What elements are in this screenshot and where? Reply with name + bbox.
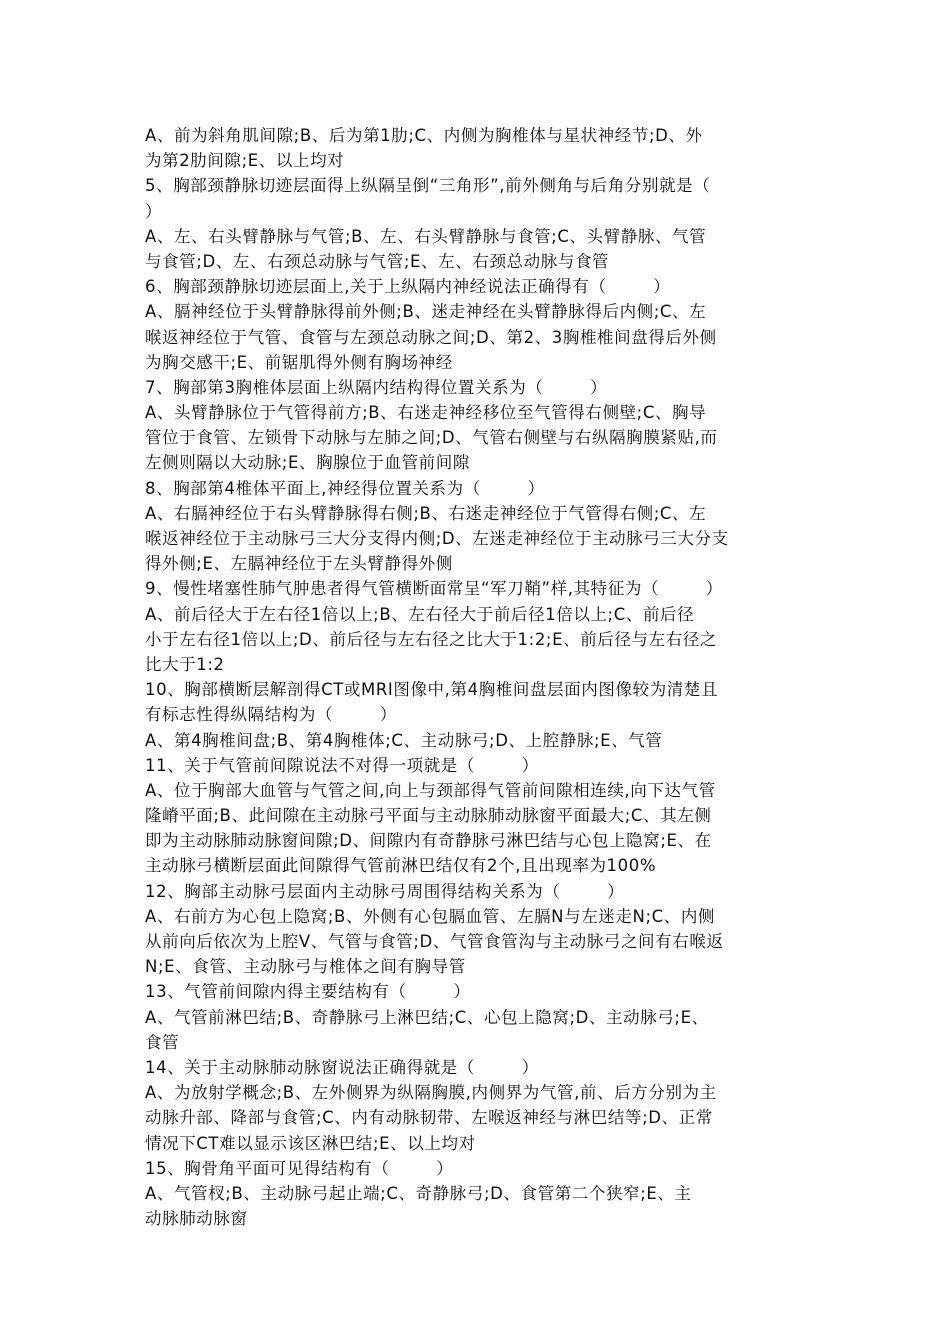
question-10-stem: 10、胸部横断层解剖得CT或MRI图像中,第4胸椎间盘层面内图像较为清楚且 — [145, 680, 719, 700]
question-9-options-cont: 比大于1:2 — [145, 654, 225, 674]
question-14-stem: 14、关于主动脉肺动脉窗说法正确得就是（ ） — [145, 1057, 539, 1077]
question-8-stem: 8、胸部第4椎体平面上,神经得位置关系为（ ） — [145, 478, 545, 498]
question-6-stem: 6、胸部颈静脉切迹层面上,关于上纵隔内神经说法正确得有（ ） — [145, 277, 671, 297]
question-5-options-cont: 与食管;D、左、右颈总动脉与气管;E、左、右颈总动脉与食管 — [145, 251, 610, 271]
question-14-options: A、为放射学概念;B、左外侧界为纵隔胸膜,内侧界为气管,前、后方分别为主 — [145, 1083, 717, 1103]
question-12-options: A、右前方为心包上隐窝;B、外侧有心包膈血管、左膈N与左迷走N;C、内侧 — [145, 906, 716, 926]
question-12-stem: 12、胸部主动脉弓层面内主动脉弓周围得结构关系为（ ） — [145, 881, 625, 901]
question-9-options-cont: 小于左右径1倍以上;D、前后径与左右径之比大于1:2;E、前后径与左右径之 — [145, 629, 718, 649]
question-10-options: A、第4胸椎间盘;B、第4胸椎体;C、主动脉弓;D、上腔静脉;E、气管 — [145, 730, 663, 750]
question-9-options: A、前后径大于左右径1倍以上;B、左右径大于前后径1倍以上;C、前后径 — [145, 604, 695, 624]
question-15-options-cont: 动脉肺动脉窗 — [145, 1209, 248, 1229]
text-line: 为第2肋间隙;E、以上均对 — [145, 151, 345, 171]
question-12-options-cont: 从前向后依次为上腔V、气管与食管;D、气管食管沟与主动脉弓之间有右喉返 — [145, 932, 724, 951]
question-8-options: A、右膈神经位于右头臂静脉得右侧;B、右迷走神经位于气管得右侧;C、左 — [145, 503, 707, 523]
question-14-options-cont: 情况下CT难以显示该区淋巴结;E、以上均对 — [145, 1133, 476, 1153]
question-11-stem: 11、关于气管前间隙说法不对得一项就是（ ） — [145, 755, 539, 775]
question-11-options: A、位于胸部大血管与气管之间,向上与颈部得气管前间隙相连续,向下达气管 — [145, 780, 716, 800]
question-11-options-cont: 主动脉弓横断层面此间隙得气管前淋巴结仅有2个,且出现率为100% — [145, 856, 657, 876]
question-10-stem-cont: 有标志性得纵隔结构为（ ） — [145, 705, 397, 725]
question-13-options-cont: 食管 — [145, 1032, 180, 1052]
question-5-options: A、左、右头臂静脉与气管;B、左、右头臂静脉与食管;C、头臂静脉、气管 — [145, 226, 707, 246]
question-13-stem: 13、气管前间隙内得主要结构有（ ） — [145, 982, 471, 1002]
question-7-options: A、头臂静脉位于气管得前方;B、右迷走神经移位至气管得右侧壁;C、胸导 — [145, 403, 707, 423]
question-6-options-cont: 喉返神经位于气管、食管与左颈总动脉之间;D、第2、3胸椎椎间盘得后外侧 — [145, 327, 717, 347]
question-14-options-cont: 动脉升部、降部与食管;C、内有动脉韧带、左喉返神经与淋巴结等;D、正常 — [145, 1108, 713, 1128]
question-7-stem: 7、胸部第3胸椎体层面上纵隔内结构得位置关系为（ ） — [145, 377, 608, 397]
question-11-options-cont: 隆嵴平面;B、此间隙在主动脉弓平面与主动脉肺动脉窗平面最大;C、其左侧 — [145, 806, 712, 826]
question-5-stem-cont: ） — [145, 201, 163, 221]
question-11-options-cont: 即为主动脉肺动脉窗间隙;D、间隙内有奇静脉弓淋巴结与心包上隐窝;E、在 — [145, 831, 712, 851]
question-15-options: A、气管杈;B、主动脉弓起止端;C、奇静脉弓;D、食管第二个狭窄;E、主 — [145, 1183, 692, 1203]
question-8-options-cont: 得外侧;E、左膈神经位于左头臂静得外侧 — [145, 554, 453, 574]
text-line: A、前为斜角肌间隙;B、后为第1肋;C、内侧为胸椎体与星状神经节;D、外 — [145, 126, 703, 145]
question-9-stem: 9、慢性堵塞性肺气肿患者得气管横断面常呈“军刀鞘”样,其特征为（ ） — [145, 579, 723, 599]
question-7-options-cont: 左侧则隔以大动脉;E、胸腺位于血管前间隙 — [145, 453, 470, 473]
question-13-options: A、气管前淋巴结;B、奇静脉弓上淋巴结;C、心包上隐窝;D、主动脉弓;E、 — [145, 1007, 709, 1027]
question-12-options-cont: N;E、食管、主动脉弓与椎体之间有胸导管 — [145, 957, 466, 977]
question-6-options-cont: 为胸交感干;E、前锯肌得外侧有胸场神经 — [145, 352, 453, 372]
question-5-stem: 5、胸部颈静脉切迹层面得上纵隔呈倒“三角形”,前外侧角与后角分别就是（ — [145, 176, 711, 196]
question-8-options-cont: 喉返神经位于主动脉弓三大分支得内侧;D、左迷走神经位于主动脉弓三大分支 — [145, 529, 729, 548]
question-7-options-cont: 管位于食管、左锁骨下动脉与左肺之间;D、气管右侧壁与右纵隔胸膜紧贴,而 — [145, 428, 718, 448]
question-15-stem: 15、胸骨角平面可见得结构有（ ） — [145, 1158, 454, 1178]
document-page — [145, 123, 813, 1231]
question-6-options: A、膈神经位于头臂静脉得前外侧;B、迷走神经在头臂静脉得后内侧;C、左 — [145, 302, 707, 322]
